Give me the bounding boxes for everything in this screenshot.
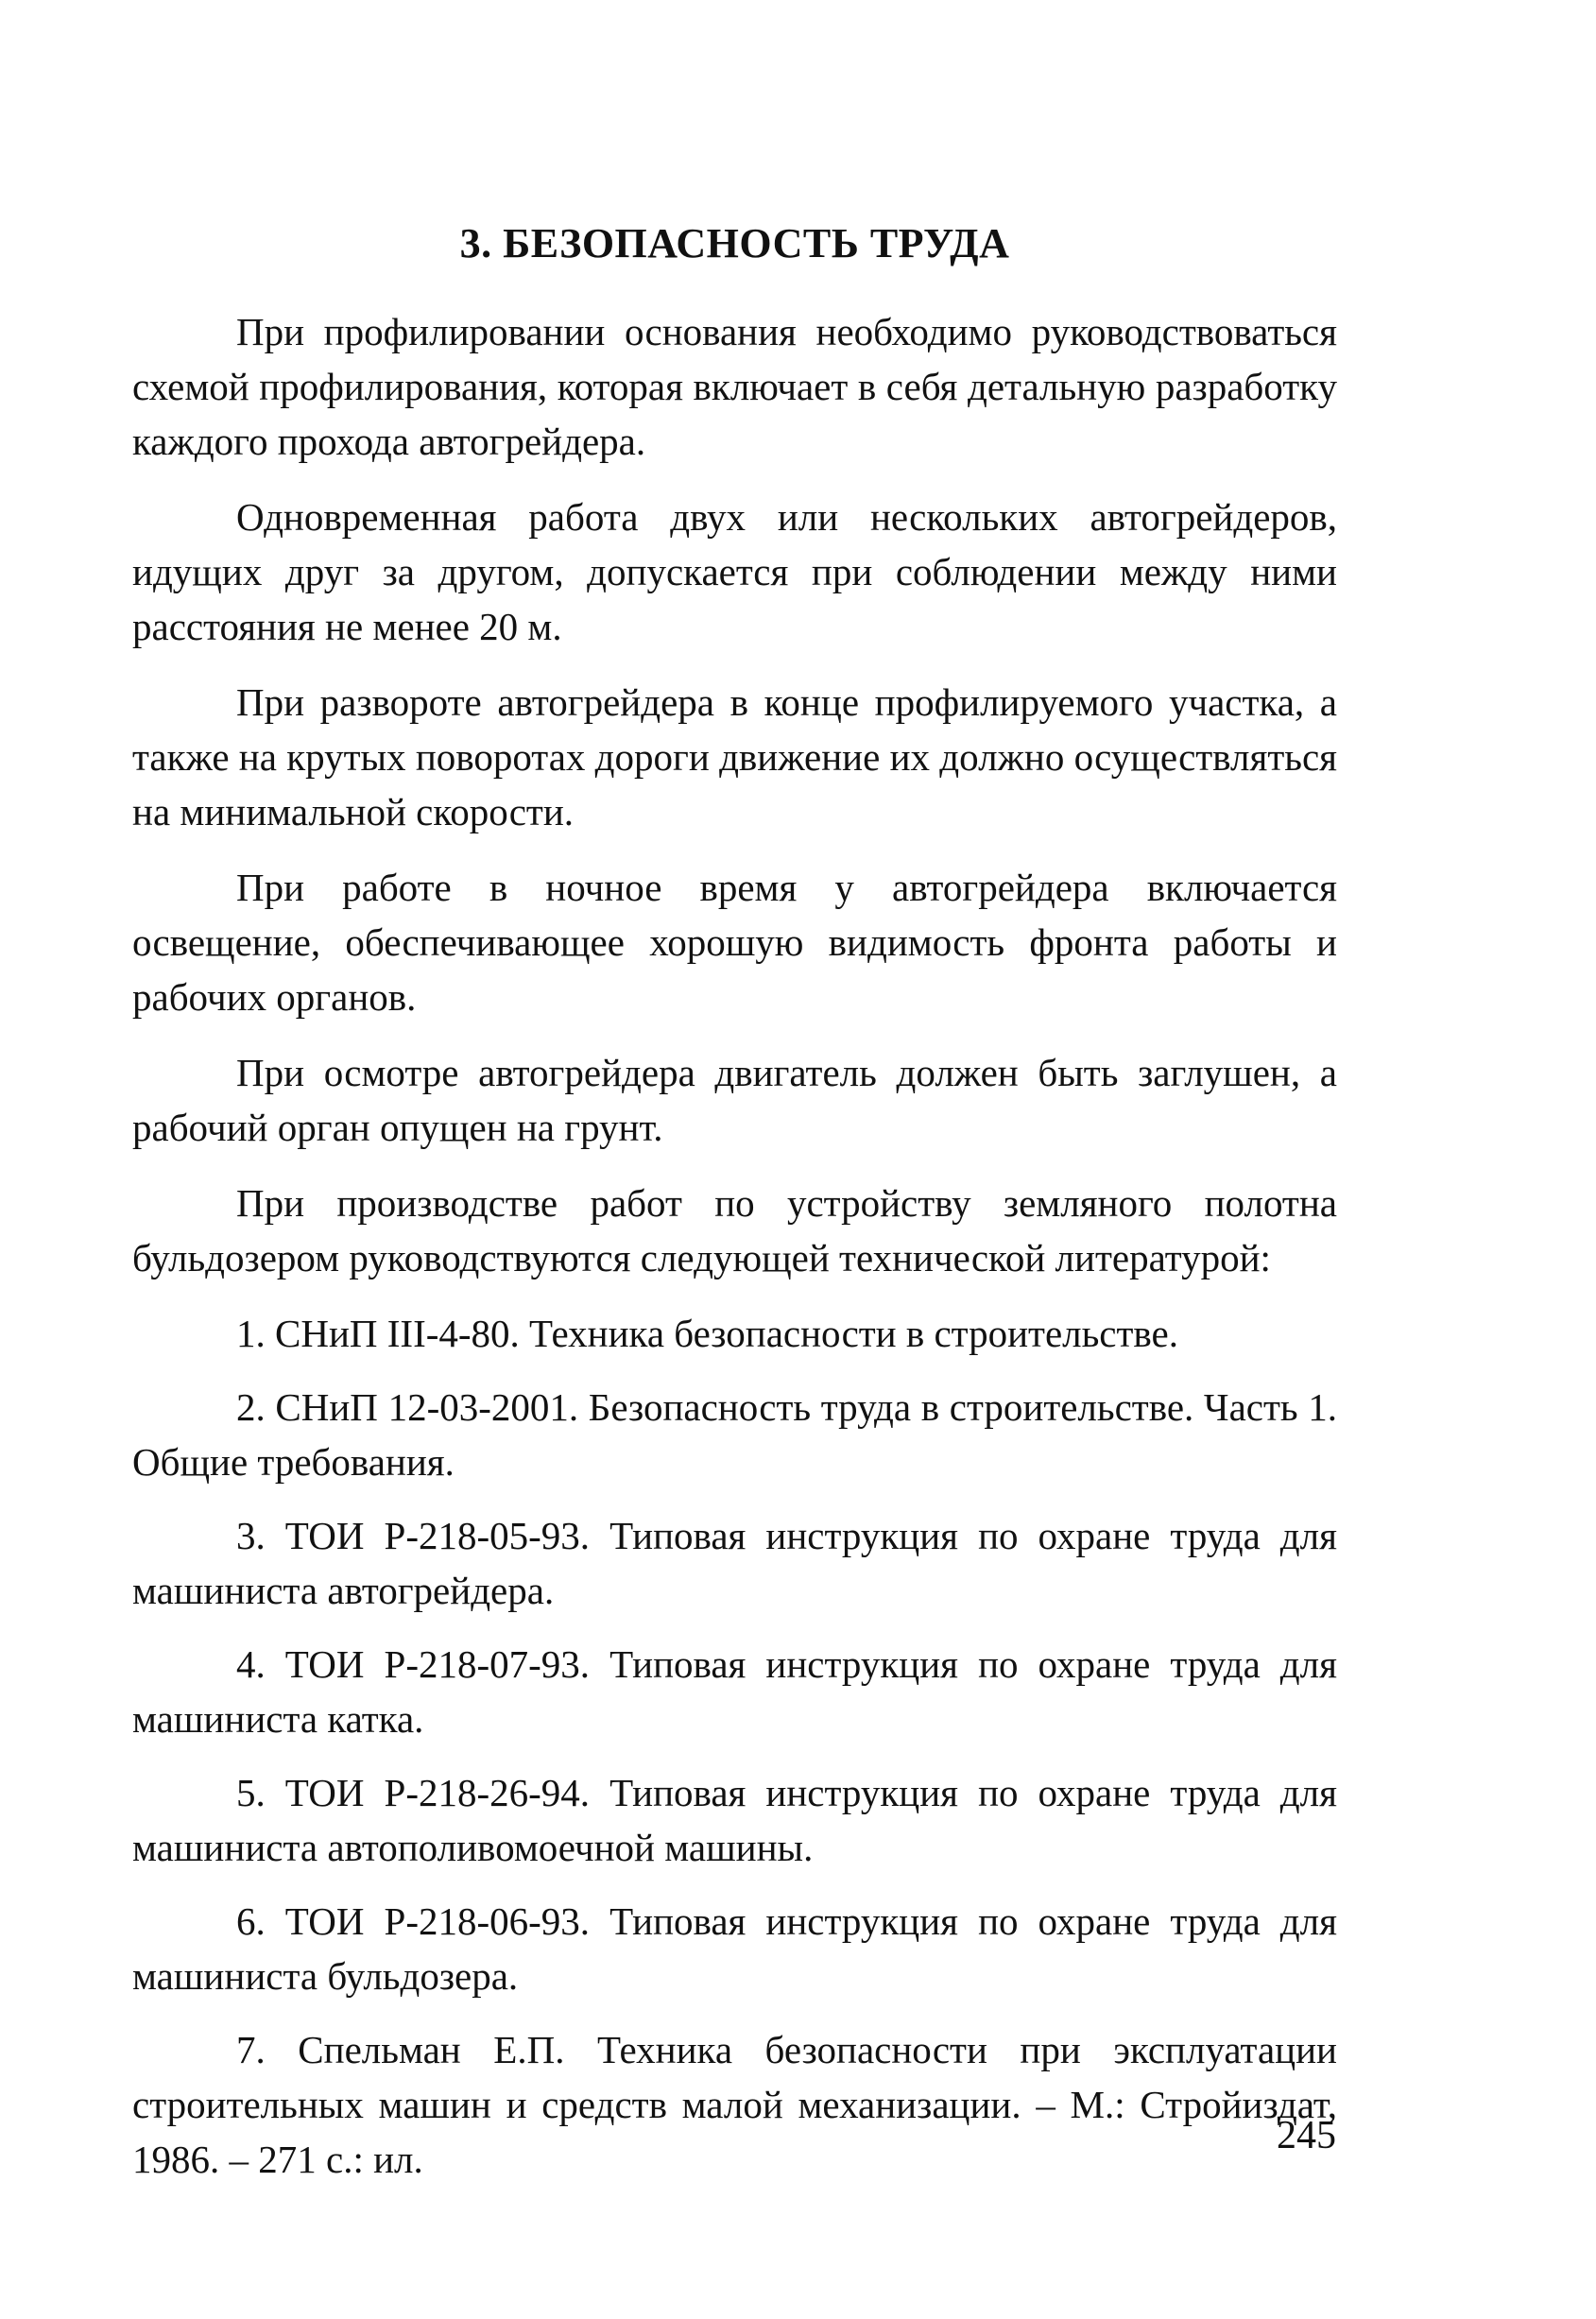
reference-item: 1. СНиП III-4-80. Техника безопасности в строительстве. bbox=[236, 1312, 1178, 1355]
paragraph: Одновременная работа двух или нескольких автогрейдеров, идущих друг за другом, допускается при соблюдении между ними расстояния не менее 20 м. bbox=[132, 495, 1337, 648]
reference-item: 2. СНиП 12-03-2001. Безопасность труда в строительстве. Часть 1. Общие требования. bbox=[132, 1385, 1337, 1484]
reference-item: 3. ТОИ Р-218-05-93. Типовая инструкция по охране труда для машиниста автогрейдера. bbox=[132, 1514, 1337, 1612]
paragraph: При производстве работ по устройству земляного полотна бульдозером руководствуются следующей технической литературой: bbox=[132, 1181, 1337, 1280]
paragraph: При профилировании основания необходимо руководствоваться схемой профилирования, которая включает в себя детальную разработку каждого прохода автогрейдера. bbox=[132, 310, 1337, 463]
reference-item: 7. Спельман Е.П. Техника безопасности при эксплуатации строительных машин и средств малой механизации. – М.: Стройиздат, 1986. – 271 с.: ил. bbox=[132, 2028, 1337, 2181]
reference-item: 4. ТОИ Р-218-07-93. Типовая инструкция по охране труда для машиниста катка. bbox=[132, 1642, 1337, 1741]
reference-item: 5. ТОИ Р-218-26-94. Типовая инструкция по охране труда для машиниста автополивомоечной машины. bbox=[132, 1771, 1337, 1869]
section-title: 3. БЕЗОПАСНОСТЬ ТРУДА bbox=[459, 220, 1010, 266]
document-page bbox=[132, 189, 1337, 2206]
paragraph: При осмотре автогрейдера двигатель должен быть заглушен, а рабочий орган опущен на грунт. bbox=[132, 1051, 1337, 1149]
paragraph: При развороте автогрейдера в конце профилируемого участка, а также на крутых поворотах дороги движение их должно осуществляться на минимальной скорости. bbox=[132, 680, 1337, 833]
reference-item: 6. ТОИ Р-218-06-93. Типовая инструкция по охране труда для машиниста бульдозера. bbox=[132, 1899, 1337, 1998]
paragraph: При работе в ночное время у автогрейдера включается освещение, обеспечивающее хорошую видимость фронта работы и рабочих органов. bbox=[132, 866, 1337, 1019]
page-number: 245 bbox=[1277, 2114, 1336, 2157]
